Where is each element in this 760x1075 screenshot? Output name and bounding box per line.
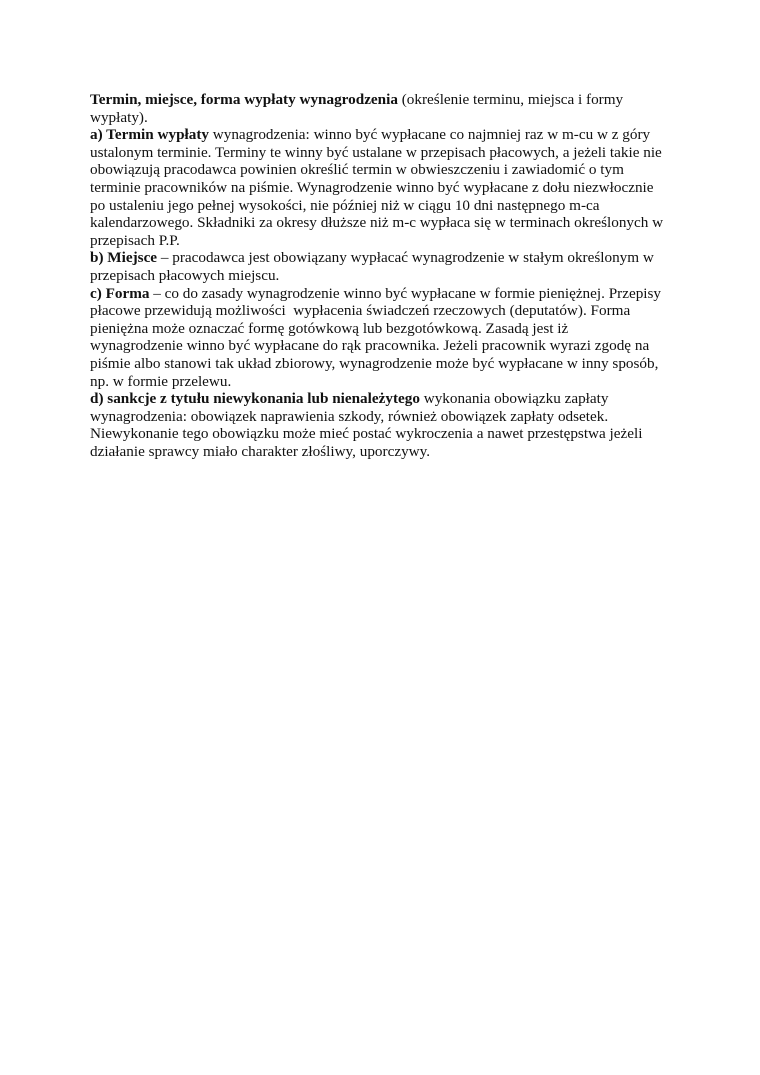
section-a-line — [90, 126, 680, 144]
section-c-text: wynagrodzenie winno być wypłacane do rąk pracownika. Jeżeli pracownik wyrazi zgodę na — [90, 337, 650, 355]
section-c-text: np. w formie przelewu. — [90, 372, 232, 390]
section-c-text: pieniężna może oznaczać formę gotówkową lub bezgotówkową. Zasadą jest iż — [90, 319, 569, 337]
section-c-heading: c) Forma — [90, 284, 150, 302]
section-a-text: ustalonym terminie. Terminy te winny być ustalane w przepisach płacowych, a jeżeli takie nie — [90, 143, 662, 161]
section-d-text: działanie sprawcy miało charakter złośliwy, uporczywy. — [90, 442, 431, 460]
section-b-heading: b) Miejsce — [90, 249, 158, 267]
section-a-text: obowiązują pracodawca powinien określić termin w obwieszczeniu i zawiadomić o tym — [90, 161, 624, 179]
section-b-line — [90, 249, 680, 267]
section-c-text: płacowe przewidują możliwości wypłacenia świadczeń rzeczowych (deputatów). Forma — [90, 302, 631, 320]
document-title: Termin, miejsce, forma wypłaty wynagrodzenia — [90, 91, 398, 108]
section-d-line — [90, 390, 680, 408]
section-d-text: wynagrodzenia: obowiązek naprawienia szkody, również obowiązek zapłaty odsetek. — [90, 407, 609, 425]
section-d-heading: d) sankcje z tytułu niewykonania lub nienależytego — [90, 390, 420, 408]
section-d-text: Niewykonanie tego obowiązku może mieć postać wykroczenia a nawet przestępstwa jeżeli — [90, 425, 643, 443]
section-c-text: – co do zasady wynagrodzenie winno być wypłacane w formie pieniężnej. Przepisy — [149, 284, 662, 302]
section-a-text: wynagrodzenia: winno być wypłacane co najmniej raz w m-cu w z góry — [208, 126, 651, 144]
section-a-heading: a) Termin wypłaty — [90, 126, 209, 144]
document-title-line — [90, 91, 680, 109]
section-a-text: przepisach P.P. — [90, 231, 180, 249]
document-title-note: (określenie terminu, miejsca i formy — [397, 91, 624, 108]
section-c-line — [90, 285, 680, 303]
section-a-text: terminie pracowników na piśmie. Wynagrodzenie winno być wypłacane z dołu niezwłocznie — [90, 178, 654, 196]
document-body — [90, 91, 680, 460]
section-c-text: piśmie albo stanowi tak układ zbiorowy, wynagrodzenie może być wypłacane w inny sposób, — [90, 354, 659, 372]
section-b-text: przepisach płacowych miejscu. — [90, 266, 280, 284]
section-b-text: – pracodawca jest obowiązany wypłacać wynagrodzenie w stałym określonym w — [157, 249, 654, 267]
section-a-text: po ustaleniu jego pełnej wysokości, nie później niż w ciągu 10 dni następnego m-ca — [90, 196, 600, 214]
document-title-note-cont: wypłaty). — [90, 108, 148, 126]
section-d-text: wykonania obowiązku zapłaty — [419, 390, 609, 408]
section-a-text: kalendarzowego. Składniki za okresy dłuższe niż m-c wypłaca się w terminach określonych w — [90, 214, 664, 232]
